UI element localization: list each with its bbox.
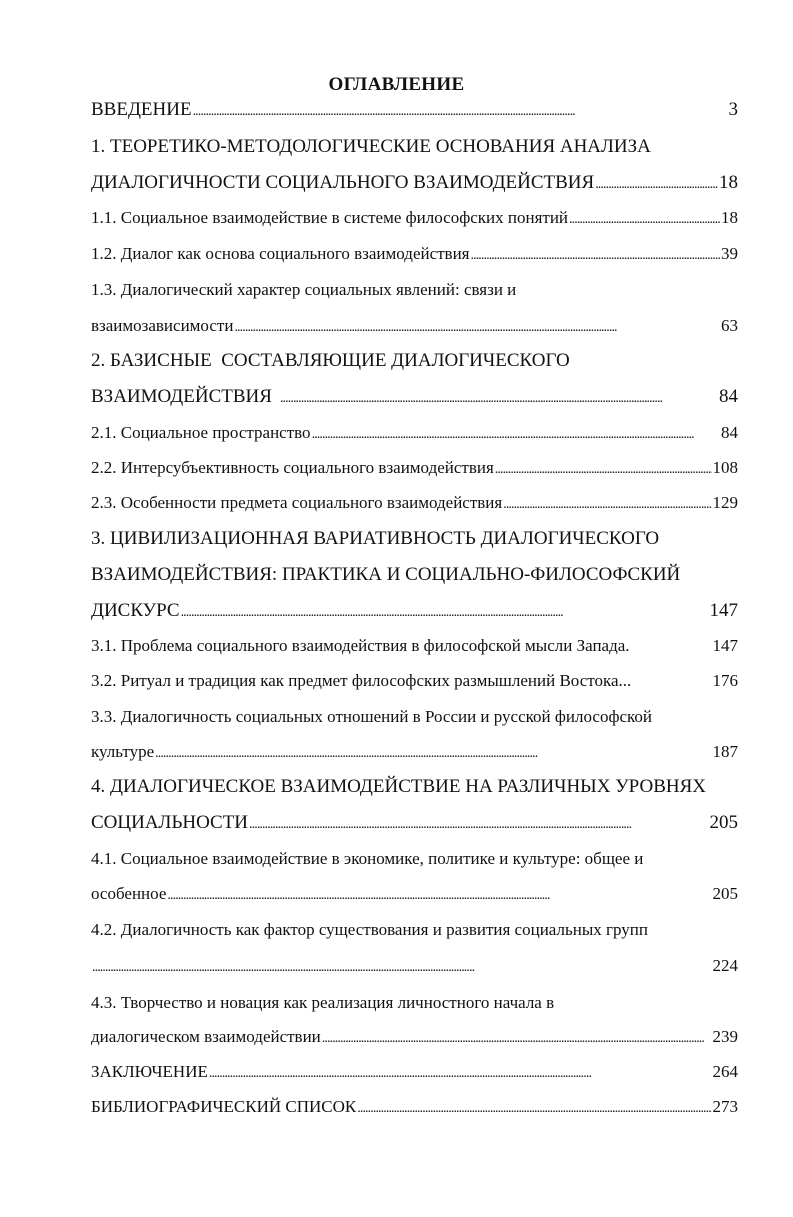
toc-entry-label: ВЗАИМОДЕЙСТВИЯ bbox=[91, 386, 272, 407]
toc-entry-label: 3.1. Проблема социального взаимодействия в философской мысли Запада. bbox=[91, 636, 630, 655]
toc-entry-label: 1.2. Диалог как основа социального взаимодействия bbox=[91, 244, 470, 263]
toc-entry bbox=[91, 743, 738, 761]
toc-entry bbox=[91, 173, 738, 192]
toc-entry-page: 84 bbox=[719, 386, 738, 407]
toc-entry-page: 18 bbox=[719, 172, 738, 193]
leader-dots bbox=[249, 813, 708, 832]
toc-entry bbox=[91, 957, 738, 975]
toc-entry-page: 205 bbox=[709, 812, 738, 833]
toc-entry bbox=[91, 708, 738, 725]
toc-entry bbox=[91, 281, 738, 298]
toc-entry-label: 2.2. Интерсубъективность социального взаимодействия bbox=[91, 458, 494, 477]
toc-entry bbox=[91, 1063, 738, 1081]
toc-entry-label: 4.3. Творчество и новация как реализация личностного начала в bbox=[91, 993, 555, 1012]
toc-entry-label: ВВЕДЕНИЕ bbox=[91, 99, 192, 120]
leader-dots bbox=[569, 209, 720, 227]
toc-entry-page: 84 bbox=[721, 423, 738, 442]
toc-entry-label: 3. ЦИВИЛИЗАЦИОННАЯ ВАРИАТИВНОСТЬ ДИАЛОГИЧЕСКОГО bbox=[91, 528, 660, 549]
toc-entry-label: 4.2. Диалогичность как фактор существования и развития социальных групп bbox=[91, 920, 648, 939]
toc-entry-page: 273 bbox=[712, 1097, 738, 1116]
toc-entry-label: особенное bbox=[91, 884, 167, 903]
leader-dots bbox=[155, 743, 711, 761]
toc-entry-page: 18 bbox=[721, 208, 738, 227]
toc-entry-page: 108 bbox=[712, 458, 738, 477]
toc-entry-label: 4. ДИАЛОГИЧЕСКОЕ ВЗАИМОДЕЙСТВИЕ НА РАЗЛИЧНЫХ УРОВНЯХ bbox=[91, 776, 706, 797]
toc-entry bbox=[91, 885, 738, 903]
toc-entry-label: диалогическом взаимодействии bbox=[91, 1027, 321, 1046]
toc-entry-label: ЗАКЛЮЧЕНИЕ bbox=[91, 1062, 208, 1081]
toc-entry bbox=[91, 245, 738, 263]
toc-entry bbox=[91, 921, 738, 938]
toc-entry-page: 187 bbox=[712, 742, 738, 761]
leader-dots bbox=[167, 885, 711, 903]
toc-entry bbox=[91, 672, 738, 689]
toc-entry-label: 2.1. Социальное пространство bbox=[91, 423, 311, 442]
leader-dots bbox=[471, 245, 721, 263]
toc-entry-page: 3 bbox=[728, 99, 738, 120]
toc-entry-page: 129 bbox=[712, 493, 738, 512]
toc-entry-label: ВЗАИМОДЕЙСТВИЯ: ПРАКТИКА И СОЦИАЛЬНО-ФИЛОСОФСКИЙ bbox=[91, 564, 681, 585]
toc-entry bbox=[91, 459, 738, 477]
leader-dots bbox=[357, 1098, 711, 1116]
toc-entry bbox=[91, 494, 738, 512]
toc-entry-page: 224 bbox=[712, 956, 738, 975]
leader-dots bbox=[312, 424, 720, 442]
toc-entry-label: 1. ТЕОРЕТИКО-МЕТОДОЛОГИЧЕСКИЕ ОСНОВАНИЯ АНАЛИЗА bbox=[91, 136, 651, 157]
toc-entry-label: взаимозависимости bbox=[91, 316, 234, 335]
leader-dots bbox=[595, 173, 718, 192]
toc-entry-page: 239 bbox=[712, 1027, 738, 1046]
toc-entry-label: 1.3. Диалогический характер социальных явлений: связи и bbox=[91, 280, 517, 299]
toc-entry bbox=[91, 100, 738, 119]
toc-entry-label: культуре bbox=[91, 742, 155, 761]
toc-entry-label: ДИАЛОГИЧНОСТИ СОЦИАЛЬНОГО ВЗАИМОДЕЙСТВИЯ bbox=[91, 172, 595, 193]
toc-entry bbox=[91, 601, 738, 620]
toc-entry bbox=[91, 850, 738, 867]
toc-entry-page: 147 bbox=[712, 636, 738, 655]
leader-dots bbox=[280, 387, 718, 406]
toc-entry-label: 3.3. Диалогичность социальных отношений в России и русской философской bbox=[91, 707, 653, 726]
toc-entry bbox=[91, 529, 738, 548]
toc-entry-label: 2.3. Особенности предмета социального взаимодействия bbox=[91, 493, 503, 512]
toc-entry bbox=[91, 137, 738, 156]
toc-entry bbox=[91, 1028, 738, 1046]
toc-entry bbox=[91, 317, 738, 335]
toc-entry-page: 63 bbox=[721, 316, 738, 335]
toc-entry bbox=[91, 351, 738, 370]
toc-entry bbox=[91, 424, 738, 442]
toc-entry bbox=[91, 1098, 738, 1116]
toc-title: ОГЛАВЛЕНИЕ bbox=[328, 74, 465, 95]
leader-dots bbox=[503, 494, 711, 512]
leader-dots bbox=[181, 601, 709, 620]
leader-dots bbox=[234, 317, 720, 335]
toc-entry bbox=[91, 387, 738, 406]
toc-entry-page: 205 bbox=[712, 884, 738, 903]
toc-entry-label: 2. БАЗИСНЫЕ СОСТАВЛЯЮЩИЕ ДИАЛОГИЧЕСКОГО bbox=[91, 350, 570, 371]
toc-entry-page: 147 bbox=[709, 600, 738, 621]
toc-entry bbox=[91, 209, 738, 227]
toc-entry-page: 39 bbox=[721, 244, 738, 263]
toc-entry-label: СОЦИАЛЬНОСТИ bbox=[91, 812, 249, 833]
leader-dots bbox=[193, 100, 728, 119]
toc-entry-label: 3.2. Ритуал и традиция как предмет философских размышлений Востока... bbox=[91, 671, 632, 690]
toc-entry-label: 1.1. Социальное взаимодействие в системе философских понятий bbox=[91, 208, 569, 227]
toc-entry bbox=[91, 994, 738, 1011]
toc-entry-label: БИБЛИОГРАФИЧЕСКИЙ СПИСОК bbox=[91, 1097, 357, 1116]
toc-entry bbox=[91, 565, 738, 584]
toc-entry-label: 4.1. Социальное взаимодействие в экономике, политике и культуре: общее и bbox=[91, 849, 644, 868]
toc-entry-label: ДИСКУРС bbox=[91, 600, 180, 621]
leader-dots bbox=[92, 957, 712, 975]
toc-entry-page: 264 bbox=[712, 1062, 738, 1081]
toc-entry-page: 176 bbox=[712, 671, 738, 690]
toc-entry bbox=[91, 813, 738, 832]
leader-dots bbox=[322, 1028, 712, 1046]
leader-dots bbox=[495, 459, 712, 477]
toc-entry bbox=[91, 777, 738, 796]
toc-entry bbox=[91, 637, 738, 654]
leader-dots bbox=[209, 1063, 712, 1081]
